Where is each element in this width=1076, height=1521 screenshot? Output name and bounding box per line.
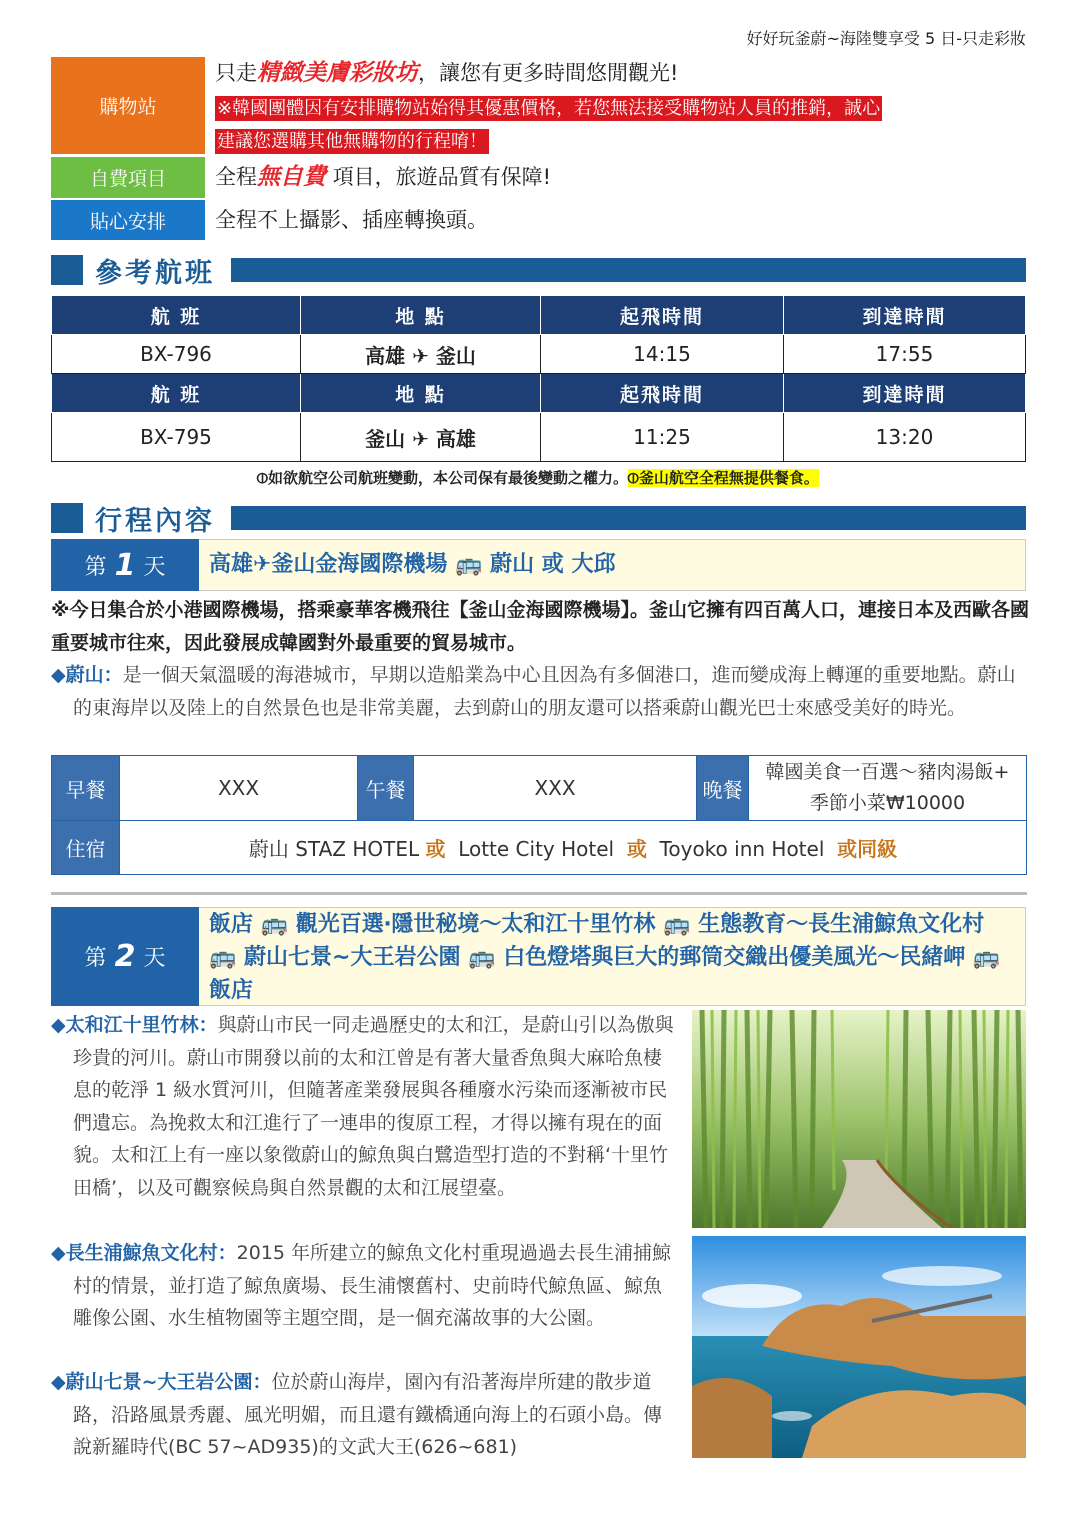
lunch-label: 午餐 [358, 756, 414, 821]
day1-title: 高雄✈釜山金海國際機場 🚌 蔚山 或 大邱 [199, 539, 1026, 591]
dinner-line-1: 韓國美食一百選～豬肉湯飯+ [765, 761, 1010, 783]
flights-table [51, 295, 1026, 462]
hotel-or: 或 [626, 837, 647, 861]
lunch-value: XXX [414, 756, 697, 821]
day1-intro: ※今日集合於小港國際機場，搭乘豪華客機飛往【釜山金海國際機場】。釜山它擁有四百萬人口，連接日本及西歐各國重要城市往來，因此發展成韓國對外最重要的貿易城市。 [51, 599, 1029, 654]
itinerary-section-header [51, 503, 1026, 537]
daewangam-text: 位於蔚山海岸，園內有沿著海岸所建的散步道路，沿路風景秀麗、風光明媚，而且還有鐵橋通向海上的石頭小島。傳說新羅時代(BC 57~AD935)的文武大王(626~681) [73, 1371, 663, 1458]
itinerary-section-title: 行程內容 [95, 499, 223, 538]
dinner-line-2: 季節小菜₩10000 [809, 792, 966, 814]
day-suffix: 天 [143, 554, 166, 580]
ulsan-key: 蔚山： [65, 664, 123, 686]
hotel-or: 或 [425, 837, 446, 861]
diamond-icon: ◆ [51, 1242, 66, 1264]
optional-body [205, 157, 551, 198]
flights-section-title: 參考航班 [95, 251, 223, 290]
day1-ulsan [51, 659, 1031, 724]
shopping-warning-2: 建議您選購其他無購物的行程唷！ [217, 131, 487, 152]
depart-header: 起飛時間 [541, 374, 784, 413]
diamond-icon: ◆ [51, 1371, 66, 1393]
meal-notice-highlight: ⦶釜山航空全程無提供餐食。 [628, 469, 819, 487]
bamboo-key: 太和江十里竹林： [65, 1014, 218, 1036]
diamond-icon: ◆ [51, 1014, 66, 1036]
ulsan-text: 是一個天氣溫暖的海港城市，早期以造船業為中心且因為有多個港口，進而變成海上轉運的重要地點。蔚山的東海岸以及陸上的自然景色也是非常美麗，去到蔚山的朋友還可以搭乘蔚山觀光巴士來感受美好的時光。 [73, 664, 1016, 719]
day-prefix: 第 [84, 946, 107, 971]
flight-arrive: 13:20 [784, 413, 1026, 462]
route-header: 地 點 [301, 374, 541, 413]
hotel-label: 住宿 [52, 821, 120, 875]
shopping-row [51, 57, 1026, 154]
flight-route: 釜山 ✈ 高雄 [301, 413, 541, 462]
bamboo-text: 與蔚山市民一同走過歷史的太和江，是蔚山引以為傲與珍貴的河川。蔚山市開發以前的太和江曾是有著大量香魚與大麻哈魚棲息的乾淨 1 級水質河川，但隨著產業發展與各種廢水污染而逐漸被市民們遺忘。為挽救太和江進行了一連串的復原工程，才得以擁有現在的面貌。太和江上有一座以象徵蔚山的鯨魚與白鷺造型打造的不對稱‘十里竹田橋’，以及可觀察候鳥與自然景觀的太和江展望臺。 [73, 1014, 674, 1199]
day-num: 2 [114, 939, 136, 974]
shop-name: 精緻美膚彩妝坊 [257, 60, 418, 86]
optional-label: 自費項目 [51, 157, 205, 198]
hotel-value [120, 821, 1027, 875]
dinner-label: 晚餐 [697, 756, 749, 821]
shopping-body [205, 57, 882, 154]
flight-notice-text: ⦶如欲航空公司航班變動，本公司保有最後變動之權力。 [257, 469, 628, 487]
table-row [52, 413, 1026, 462]
day2-header [51, 907, 1026, 1006]
flights-section-header [51, 255, 1026, 289]
table-row [52, 335, 1026, 374]
breakfast-value: XXX [120, 756, 358, 821]
document-header-title: 好好玩釜蔚~海陸雙享受 5 日-只走彩妝 [746, 29, 1026, 48]
breakfast-label: 早餐 [52, 756, 120, 821]
shopping-label: 購物站 [51, 57, 205, 154]
optional-emph: 無自費 [257, 164, 326, 190]
arrive-header: 到達時間 [784, 374, 1026, 413]
flight-route: 高雄 ✈ 釜山 [301, 335, 541, 374]
divider [51, 892, 1027, 895]
day-num: 1 [114, 547, 136, 583]
flight-depart: 14:15 [541, 335, 784, 374]
flight-number: BX-795 [52, 413, 301, 462]
whale-key: 長生浦鯨魚文化村： [65, 1242, 237, 1264]
rocky-coast-photo [692, 1236, 1026, 1458]
day-suffix: 天 [143, 946, 166, 971]
hotel-3: Toyoko inn Hotel [659, 837, 825, 861]
meals-table [51, 755, 1027, 875]
bamboo-forest-photo [692, 1010, 1026, 1228]
day1-header [51, 539, 1026, 591]
daewangam-key: 蔚山七景~大王岩公園： [65, 1371, 272, 1393]
route-header: 地 點 [301, 296, 541, 335]
flight-number: BX-796 [52, 335, 301, 374]
optional-pre: 全程 [215, 165, 257, 189]
depart-header: 起飛時間 [541, 296, 784, 335]
care-label: 貼心安排 [51, 200, 205, 240]
sight-whale [51, 1237, 677, 1335]
dinner-value [749, 756, 1027, 821]
shopping-warning-1: ※韓國團體因有安排購物站始得其優惠價格，若您無法接受購物站人員的推銷，誠心 [217, 98, 881, 119]
day2-number [51, 907, 199, 1006]
flight-depart: 11:25 [541, 413, 784, 462]
flight-header: 航 班 [52, 374, 301, 413]
hotel-1: 蔚山 STAZ HOTEL [248, 837, 420, 861]
care-text: 全程不上攝影、插座轉換頭。 [215, 208, 488, 232]
day1-number [51, 539, 199, 591]
flight-notice [0, 467, 1076, 488]
care-row [51, 200, 1026, 240]
flight-arrive: 17:55 [784, 335, 1026, 374]
sight-daewangam [51, 1366, 677, 1464]
hotel-or-equivalent: 或同級 [837, 837, 898, 861]
optional-row [51, 157, 1026, 198]
hotel-2: Lotte City Hotel [458, 837, 615, 861]
day2-title: 飯店 🚌 觀光百選‧隱世秘境～太和江十里竹林 🚌 生態教育～長生浦鯨魚文化村 🚌 蔚山七景~大王岩公園 🚌 白色燈塔與巨大的郵筒交織出優美風光～民緒岬 🚌 飯店 [199, 907, 1026, 1006]
shopping-post: ，讓您有更多時間悠閒觀光! [418, 61, 679, 85]
optional-post: 項目，旅遊品質有保障! [332, 165, 552, 189]
flight-header: 航 班 [52, 296, 301, 335]
sight-bamboo [51, 1009, 677, 1204]
day-prefix: 第 [84, 554, 107, 580]
whale-text: 2015 年所建立的鯨魚文化村重現過過去長生浦捕鯨村的情景，並打造了鯨魚廣場、長生浦懷舊村、史前時代鯨魚區、鯨魚雕像公園、水生植物園等主題空間，是一個充滿故事的大公園。 [73, 1242, 672, 1329]
shopping-pre: 只走 [215, 61, 257, 85]
diamond-icon: ◆ [51, 664, 66, 686]
arrive-header: 到達時間 [784, 296, 1026, 335]
